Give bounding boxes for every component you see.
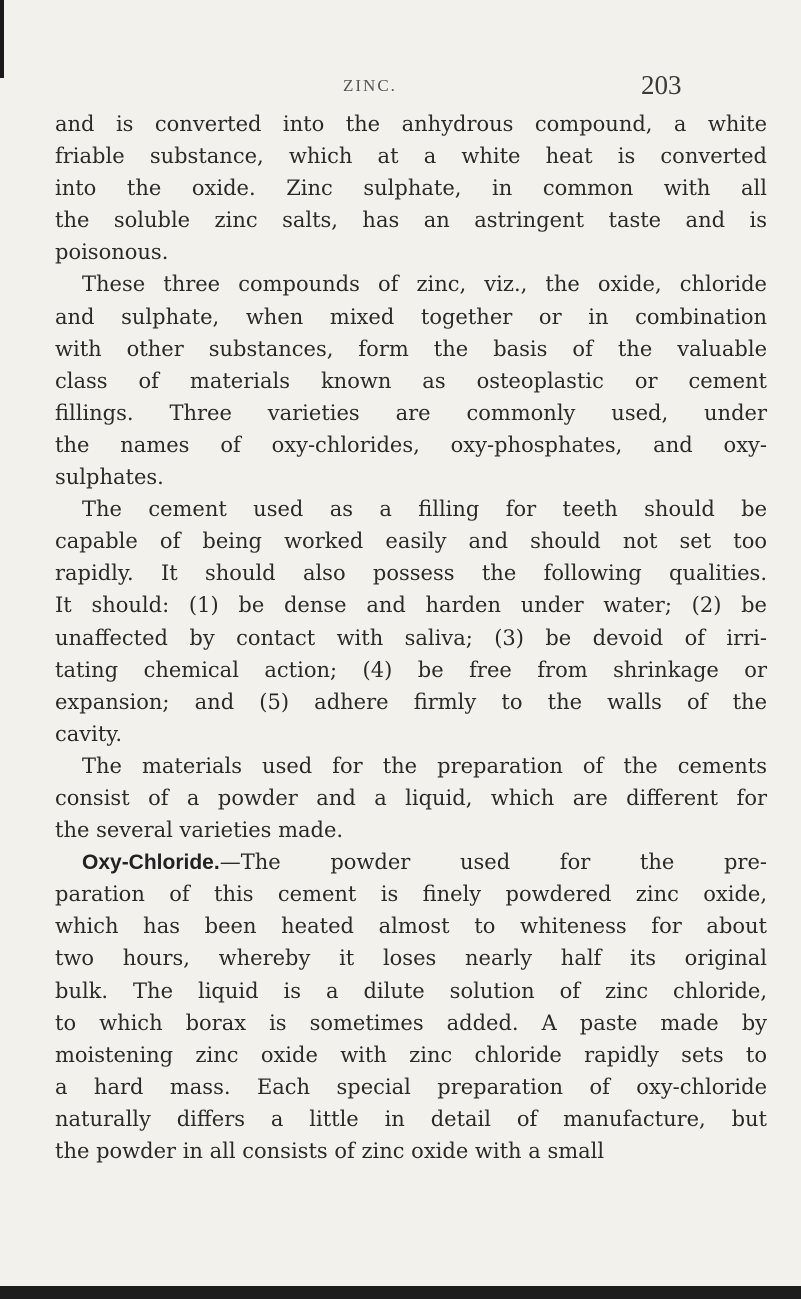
- text-line: the powder in all consists of zinc oxide with a small: [55, 1139, 605, 1163]
- scan-bottom-edge: [0, 1286, 801, 1299]
- text-line: the several varieties made.: [55, 818, 344, 843]
- text-line: paration of this cement is finely powdered zinc oxide,: [55, 882, 767, 907]
- text-line: naturally differs a little in detail of manufacture, but: [55, 1106, 767, 1131]
- text-line: a hard mass. Each special preparation of oxy-chloride: [55, 1074, 767, 1099]
- text-line: capable of being worked easily and should not set too: [55, 529, 767, 554]
- text-line: expansion; and (5) adhere firmly to the walls of the: [55, 689, 767, 714]
- page-header: [0, 60, 801, 100]
- section-heading: Oxy-Chloride.: [82, 851, 220, 875]
- text-line: tating chemical action; (4) be free from shrinkage or: [55, 657, 767, 682]
- text-line: These three compounds of zinc, viz., the oxide, chloride: [82, 272, 767, 297]
- text-line: cavity.: [55, 721, 123, 746]
- text-line: The materials used for the preparation of the cements: [82, 753, 767, 778]
- text-line: unaffected by contact with saliva; (3) be devoid of irri-: [55, 625, 767, 650]
- text-line: rapidly. It should also possess the following qualities.: [55, 561, 767, 586]
- text-line: which has been heated almost to whiteness for about: [55, 914, 767, 939]
- section-first-line: [55, 846, 767, 878]
- text-line: bulk. The liquid is a dilute solution of zinc chloride,: [55, 978, 767, 1003]
- text-line: and is converted into the anhydrous compound, a white: [55, 112, 767, 136]
- text-line: The cement used as a filling for teeth should be: [82, 497, 767, 522]
- text-line: with other substances, form the basis of the valuable: [55, 336, 767, 361]
- running-head: ZINC.: [343, 76, 397, 95]
- text-line: poisonous.: [55, 240, 169, 265]
- text-line: friable substance, which at a white heat is converted: [55, 144, 767, 169]
- text-line: two hours, whereby it loses nearly half its original: [55, 946, 767, 971]
- text-line: into the oxide. Zinc sulphate, in common with all: [55, 176, 767, 201]
- text-line: class of materials known as osteoplastic or cement: [55, 368, 767, 393]
- text-line: to which borax is sometimes added. A paste made by: [55, 1010, 767, 1035]
- page-number: 203: [641, 70, 682, 100]
- text-line: sulphates.: [55, 465, 164, 490]
- body-text: [55, 108, 767, 1167]
- text-line: fillings. Three varieties are commonly used, under: [55, 400, 767, 425]
- text-line: consist of a powder and a liquid, which are different for: [55, 785, 767, 810]
- text-line: It should: (1) be dense and harden under water; (2) be: [55, 593, 767, 618]
- text-line: moistening zinc oxide with zinc chloride rapidly sets to: [55, 1042, 767, 1067]
- text-line: the soluble zinc salts, has an astringent taste and is: [55, 208, 767, 233]
- text-line: and sulphate, when mixed together or in combination: [55, 304, 767, 329]
- section-first-line-text: —The powder used for the pre-: [219, 850, 767, 875]
- text-line: the names of oxy-chlorides, oxy-phosphates, and oxy-: [55, 432, 767, 457]
